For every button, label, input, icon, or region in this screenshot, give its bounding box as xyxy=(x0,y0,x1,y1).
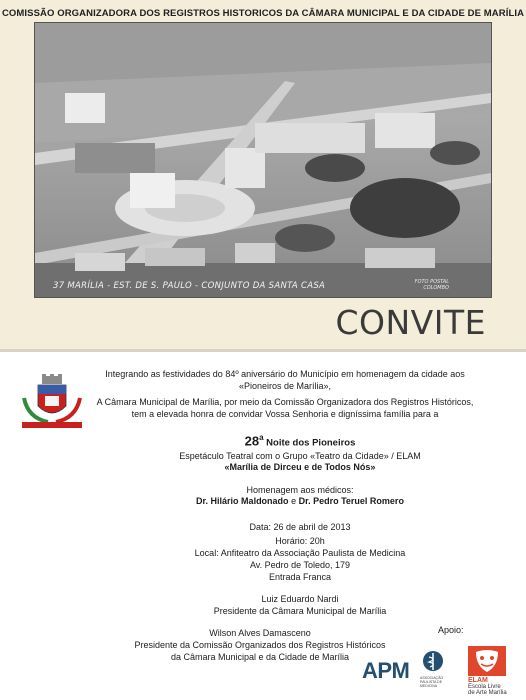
signatory-2-role-line1: Presidente da Comissão Organizados dos Registros Históricos xyxy=(134,640,386,650)
signatory-1-role: Presidente da Câmara Municipal de Marília xyxy=(213,606,387,616)
doctor-1: Dr. Hilário Maldonado xyxy=(196,496,289,506)
event-time: Horário: 20h xyxy=(275,536,325,546)
event-name: Noite dos Pioneiros xyxy=(263,437,356,449)
sponsors-label: Apoio: xyxy=(438,625,464,635)
elam-line1: Escola Livre xyxy=(468,684,501,690)
show-title: «Marília de Dirceu e de Todos Nós» xyxy=(224,462,376,472)
intro-line2: «Pioneiros de Marília», xyxy=(238,381,332,391)
apm-logo xyxy=(362,648,452,688)
intro-line1: Integrando as festividades do 84º aniversário do Município em homenagem da cidade aos xyxy=(105,369,465,379)
caduceus-icon xyxy=(422,650,444,674)
photo-caption: 37 MARÍLIA - EST. DE S. PAULO - CONJUNTO DA SANTA CASA xyxy=(53,281,326,291)
theater-mask-icon xyxy=(468,646,506,676)
event-entry: Entrada Franca xyxy=(268,572,332,582)
photo-credit-line1: FOTO POSTAL xyxy=(414,279,449,285)
signatory-2-role-line2: da Câmara Municipal e da Cidade de Marília xyxy=(170,652,350,662)
event-address: Av. Pedro de Toledo, 179 xyxy=(249,560,351,570)
event-ordinal: a xyxy=(259,433,264,442)
convite-title: CONVITE xyxy=(335,303,486,342)
aerial-photo xyxy=(34,22,492,298)
event-date: Data: 26 de abril de 2013 xyxy=(249,522,351,532)
elam-name: ELAM xyxy=(468,677,488,684)
intro-line4: tem a elevada honra de convidar Vossa Senhoria e digníssima família para a xyxy=(131,409,439,419)
signatory-2-name: Wilson Alves Damasceno xyxy=(209,628,311,638)
elam-logo xyxy=(468,646,510,696)
signatory-1-name: Luiz Eduardo Nardi xyxy=(261,594,339,604)
postcard-front xyxy=(0,0,526,349)
apm-subtitle: ASSOCIAÇÃO PAULISTA DE MEDICINA xyxy=(420,676,444,688)
event-title xyxy=(110,432,490,448)
invitation-card xyxy=(0,352,526,700)
doctor-join: e xyxy=(288,496,299,506)
event-venue: Local: Anfiteatro da Associação Paulista de Medicina xyxy=(194,548,406,558)
photo-credit-line2: COLOMBO xyxy=(423,285,449,291)
event-number: 28 xyxy=(244,433,260,449)
show-line: Espetáculo Teatral com o Grupo «Teatro da Cidade» / ELAM xyxy=(179,451,421,461)
doctor-2: Dr. Pedro Teruel Romero xyxy=(298,496,404,506)
intro-line3: A Câmara Municipal de Marília, por meio da Comissão Organizadora dos Registros Históricos, xyxy=(96,397,474,407)
header-title: COMISSÃO ORGANIZADORA DOS REGISTROS HISTORICOS DA CÂMARA MUNICIPAL E DA CIDADE DE MARÍLIA xyxy=(1,8,525,19)
apm-logo-text: APM xyxy=(362,658,410,683)
tribute-label: Homenagem aos médicos: xyxy=(246,485,354,495)
photo-credit xyxy=(415,279,449,291)
tribute-doctors xyxy=(110,496,490,507)
elam-label xyxy=(468,678,512,696)
elam-line2: de Arte Marília xyxy=(468,690,507,696)
